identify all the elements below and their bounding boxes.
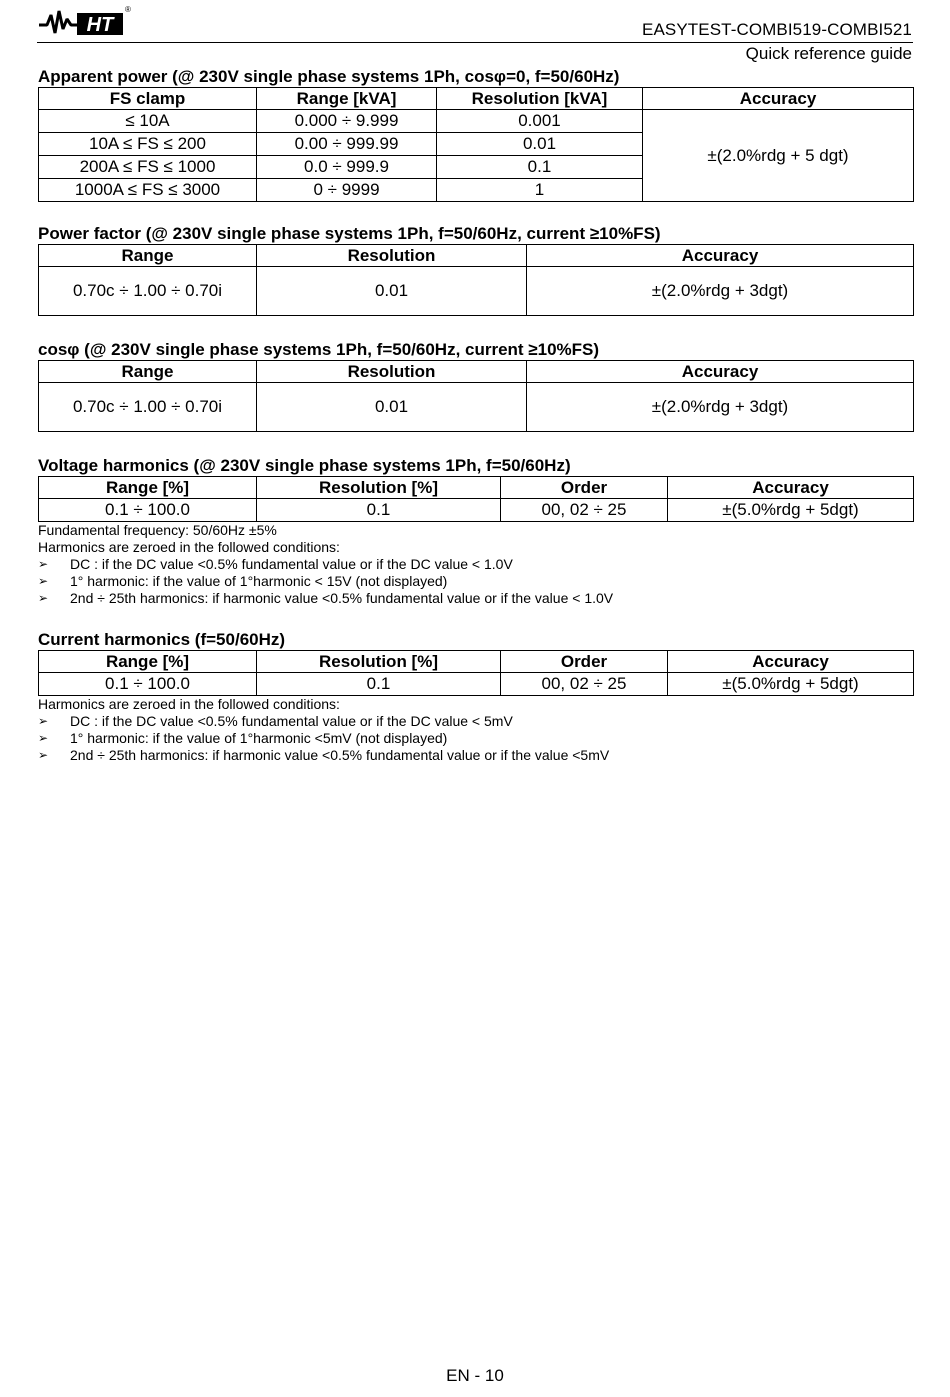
power-factor-section [38, 223, 913, 316]
bullet-text: 2nd ÷ 25th harmonics: if harmonic value <0.5% fundamental value or if the value <5mV [70, 747, 610, 763]
table-cell: 10A ≤ FS ≤ 200 [39, 133, 257, 156]
page-number: EN - 10 [446, 1366, 504, 1385]
table-cell: ±(5.0%rdg + 5dgt) [668, 499, 914, 522]
table-cell: 0.01 [257, 267, 527, 316]
table-cell: 0.001 [437, 110, 643, 133]
note-text: Harmonics are zeroed in the followed conditions: [38, 539, 340, 555]
table-cell: 0.1 [257, 673, 501, 696]
table-row [39, 267, 914, 316]
power-factor-table [38, 244, 914, 316]
column-header: Range [kVA] [257, 88, 437, 110]
voltage-harmonics-notes [38, 522, 913, 607]
table-cell: ≤ 10A [39, 110, 257, 133]
ht-logo [37, 3, 131, 37]
table-cell: ±(2.0%rdg + 3dgt) [527, 383, 914, 432]
arrow-bullet-icon: ➢ [38, 714, 49, 728]
voltage-harmonics-table [38, 476, 914, 522]
table-row [39, 383, 914, 432]
table-cell: 0.1 [437, 156, 643, 179]
table-cell: 0.000 ÷ 9.999 [257, 110, 437, 133]
table-cell: 0.0 ÷ 999.9 [257, 156, 437, 179]
section-title: Apparent power (@ 230V single phase systems 1Ph, cosφ=0, f=50/60Hz) [38, 67, 620, 86]
arrow-bullet-icon: ➢ [38, 731, 49, 745]
list-item [38, 573, 913, 590]
bullet-text: 1° harmonic: if the value of 1°harmonic <5mV (not displayed) [70, 730, 448, 746]
table-cell: 0.1 [257, 499, 501, 522]
current-harmonics-table [38, 650, 914, 696]
column-header: Range [39, 361, 257, 383]
column-header: Resolution [257, 245, 527, 267]
arrow-bullet-icon: ➢ [38, 574, 49, 588]
table-cell: 0.1 ÷ 100.0 [39, 673, 257, 696]
table-row [39, 110, 914, 133]
arrow-bullet-icon: ➢ [38, 748, 49, 762]
column-header: Accuracy [643, 88, 914, 110]
table-cell: 0 ÷ 9999 [257, 179, 437, 202]
logo-registered: ® [125, 5, 131, 14]
table-cell: 200A ≤ FS ≤ 1000 [39, 156, 257, 179]
doc-subtitle: Quick reference guide [745, 44, 912, 63]
table-row [39, 673, 914, 696]
column-header: Resolution [%] [257, 477, 501, 499]
current-harmonics-notes [38, 696, 913, 764]
doc-title: EASYTEST-COMBI519-COMBI521 [642, 20, 912, 39]
current-harmonics-section [38, 629, 913, 764]
section-title: cosφ (@ 230V single phase systems 1Ph, f=50/60Hz, current ≥10%FS) [38, 340, 600, 359]
table-cell: ±(5.0%rdg + 5dgt) [668, 673, 914, 696]
list-item [38, 747, 913, 764]
table-cell: 0.00 ÷ 999.99 [257, 133, 437, 156]
arrow-bullet-icon: ➢ [38, 591, 49, 605]
list-item [38, 590, 913, 607]
table-cell: 0.01 [257, 383, 527, 432]
bullet-text: 2nd ÷ 25th harmonics: if harmonic value <0.5% fundamental value or if the value < 1.0V [70, 590, 614, 606]
bullet-text: 1° harmonic: if the value of 1°harmonic < 15V (not displayed) [70, 573, 448, 589]
table-cell: 00, 02 ÷ 25 [501, 499, 668, 522]
section-title: Power factor (@ 230V single phase systems 1Ph, f=50/60Hz, current ≥10%FS) [38, 224, 661, 243]
table-cell: 1 [437, 179, 643, 202]
note-text: Harmonics are zeroed in the followed conditions: [38, 696, 340, 712]
logo-text: HT [86, 14, 114, 36]
table-cell: ±(2.0%rdg + 3dgt) [527, 267, 914, 316]
column-header: Resolution [kVA] [437, 88, 643, 110]
column-header: Order [501, 651, 668, 673]
table-header-row [39, 477, 914, 499]
table-header-row [39, 88, 914, 110]
table-cell: 0.70c ÷ 1.00 ÷ 0.70i [39, 383, 257, 432]
table-cell: 0.1 ÷ 100.0 [39, 499, 257, 522]
bullet-text: DC : if the DC value <0.5% fundamental value or if the DC value < 1.0V [70, 556, 513, 572]
list-item [38, 556, 913, 573]
header-divider [37, 42, 913, 43]
table-cell: 1000A ≤ FS ≤ 3000 [39, 179, 257, 202]
column-header: Resolution [257, 361, 527, 383]
apparent-power-table [38, 87, 914, 202]
table-cell: 0.01 [437, 133, 643, 156]
list-item [38, 713, 913, 730]
arrow-bullet-icon: ➢ [38, 557, 49, 571]
table-header-row [39, 361, 914, 383]
table-cell: 00, 02 ÷ 25 [501, 673, 668, 696]
list-item [38, 730, 913, 747]
cosphi-section [38, 339, 913, 432]
cosphi-table [38, 360, 914, 432]
column-header: Accuracy [668, 477, 914, 499]
table-cell: 0.70c ÷ 1.00 ÷ 0.70i [39, 267, 257, 316]
column-header: Order [501, 477, 668, 499]
column-header: Range [%] [39, 477, 257, 499]
accuracy-cell: ±(2.0%rdg + 5 dgt) [643, 110, 914, 202]
column-header: Accuracy [527, 361, 914, 383]
column-header: Accuracy [527, 245, 914, 267]
column-header: Range [%] [39, 651, 257, 673]
section-title: Current harmonics (f=50/60Hz) [38, 630, 286, 649]
note-text: Fundamental frequency: 50/60Hz ±5% [38, 522, 277, 538]
column-header: FS clamp [39, 88, 257, 110]
section-title: Voltage harmonics (@ 230V single phase systems 1Ph, f=50/60Hz) [38, 456, 571, 475]
voltage-harmonics-section [38, 455, 913, 607]
table-row [39, 499, 914, 522]
table-header-row [39, 245, 914, 267]
column-header: Resolution [%] [257, 651, 501, 673]
apparent-power-section [38, 66, 913, 202]
column-header: Accuracy [668, 651, 914, 673]
column-header: Range [39, 245, 257, 267]
bullet-text: DC : if the DC value <0.5% fundamental value or if the DC value < 5mV [70, 713, 513, 729]
table-header-row [39, 651, 914, 673]
